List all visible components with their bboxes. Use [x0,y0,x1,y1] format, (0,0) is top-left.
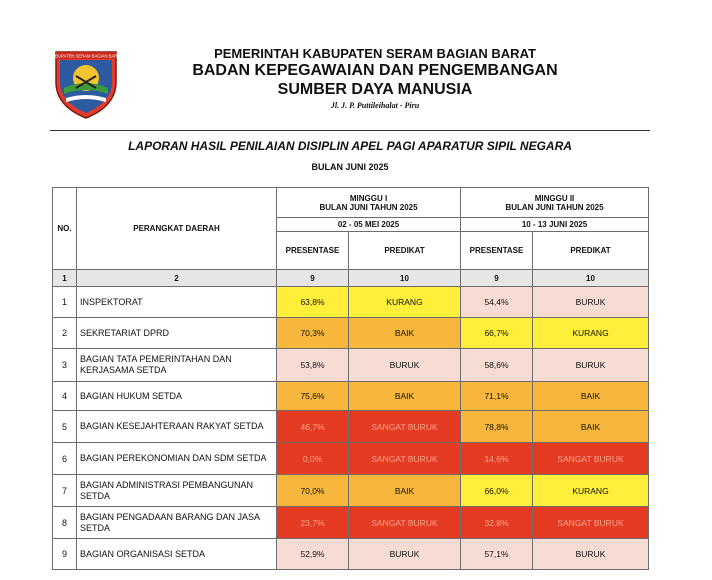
report-title: LAPORAN HASIL PENILAIAN DISIPLIN APEL PAGI APARATUR SIPIL NEGARA [128,139,572,153]
week1-predicate: KURANG [349,287,461,318]
week1-range: 02 - 05 MEI 2025 [277,218,461,232]
column-number: 9 [461,270,533,287]
week1-col-pct: PRESENTASE [277,232,349,270]
row-number: 7 [53,475,77,507]
column-number: 9 [277,270,349,287]
week1-percentage: 23,7% [277,507,349,539]
week1-subtitle: BULAN JUNI TAHUN 2025 [319,202,418,212]
row-number: 8 [53,507,77,539]
row-number: 2 [53,318,77,349]
week2-title: MINGGU II [534,193,575,203]
week1-predicate: SANGAT BURUK [349,411,461,443]
week2-predicate: KURANG [533,318,649,349]
col-header-no: NO. [53,188,77,270]
header-government: PEMERINTAH KABUPATEN SERAM BAGIAN BARAT [214,46,536,61]
week1-percentage: 63,8% [277,287,349,318]
week1-col-pred: PREDIKAT [349,232,461,270]
column-number: 10 [349,270,461,287]
week2-percentage: 57,1% [461,539,533,570]
unit-name: BAGIAN PEREKONOMIAN DAN SDM SETDA [77,443,277,475]
week2-percentage: 58,6% [461,349,533,382]
week2-percentage: 54,4% [461,287,533,318]
unit-name: BAGIAN KESEJAHTERAAN RAKYAT SETDA [77,411,277,443]
table-row [53,287,649,318]
unit-name: BAGIAN TATA PEMERINTAHAN DAN KERJASAMA SETDA [77,349,277,382]
report-month: BULAN JUNI 2025 [311,162,389,172]
table-row [53,411,649,443]
week2-range: 10 - 13 JUNI 2025 [461,218,649,232]
week2-predicate: SANGAT BURUK [533,507,649,539]
week2-col-pred: PREDIKAT [533,232,649,270]
week2-predicate: BURUK [533,539,649,570]
week2-percentage: 66,7% [461,318,533,349]
row-number: 9 [53,539,77,570]
table-row [53,382,649,411]
week1-percentage: 70,0% [277,475,349,507]
unit-name: INSPEKTORAT [77,287,277,318]
week1-predicate: BAIK [349,475,461,507]
row-number: 6 [53,443,77,475]
week2-percentage: 14,6% [461,443,533,475]
week1-header [277,188,461,218]
column-number: 2 [77,270,277,287]
week2-predicate: BAIK [533,411,649,443]
row-number: 5 [53,411,77,443]
unit-name: SEKRETARIAT DPRD [77,318,277,349]
week2-percentage: 71,1% [461,382,533,411]
row-number: 3 [53,349,77,382]
table-row [53,349,649,382]
column-number: 10 [533,270,649,287]
week1-percentage: 52,9% [277,539,349,570]
week1-percentage: 53,8% [277,349,349,382]
week1-percentage: 70,3% [277,318,349,349]
week1-percentage: 0,0% [277,443,349,475]
week1-predicate: BURUK [349,539,461,570]
week1-predicate: BAIK [349,382,461,411]
header-divider [50,130,650,131]
table-row [53,539,649,570]
week2-predicate: BAIK [533,382,649,411]
week2-predicate: SANGAT BURUK [533,443,649,475]
week2-subtitle: BULAN JUNI TAHUN 2025 [505,202,604,212]
week2-percentage: 66,0% [461,475,533,507]
logo-caption: KABUPATEN SERAM BAGIAN BARAT [50,53,122,59]
unit-name: BAGIAN HUKUM SETDA [77,382,277,411]
week1-predicate: BAIK [349,318,461,349]
column-number-row [53,270,649,287]
col-header-unit: PERANGKAT DAERAH [77,188,277,270]
week2-percentage: 32,8% [461,507,533,539]
week2-percentage: 78,8% [461,411,533,443]
unit-name: BAGIAN ADMINISTRASI PEMBANGUNAN SETDA [77,475,277,507]
table-row [53,475,649,507]
week1-title: MINGGU I [349,193,388,203]
header-agency-line1: BADAN KEPEGAWAIAN DAN PENGEMBANGAN [192,62,558,79]
unit-name: BAGIAN ORGANISASI SETDA [77,539,277,570]
table-row [53,318,649,349]
header-address: Jl. J. P. Puttileihalat - Piru [330,101,420,110]
week2-col-pct: PRESENTASE [461,232,533,270]
week1-predicate: SANGAT BURUK [349,443,461,475]
week1-predicate: SANGAT BURUK [349,507,461,539]
week2-predicate: KURANG [533,475,649,507]
week1-percentage: 75,6% [277,382,349,411]
week2-predicate: BURUK [533,349,649,382]
week1-predicate: BURUK [349,349,461,382]
row-number: 1 [53,287,77,318]
column-number: 1 [53,270,77,287]
week1-percentage: 46,7% [277,411,349,443]
table-row [53,443,649,475]
discipline-table [52,187,649,570]
table-row [53,507,649,539]
header-agency-line2: SUMBER DAYA MANUSIA [277,81,473,98]
unit-name: BAGIAN PENGADAAN BARANG DAN JASA SETDA [77,507,277,539]
week2-predicate: BURUK [533,287,649,318]
row-number: 4 [53,382,77,411]
week2-header [461,188,649,218]
